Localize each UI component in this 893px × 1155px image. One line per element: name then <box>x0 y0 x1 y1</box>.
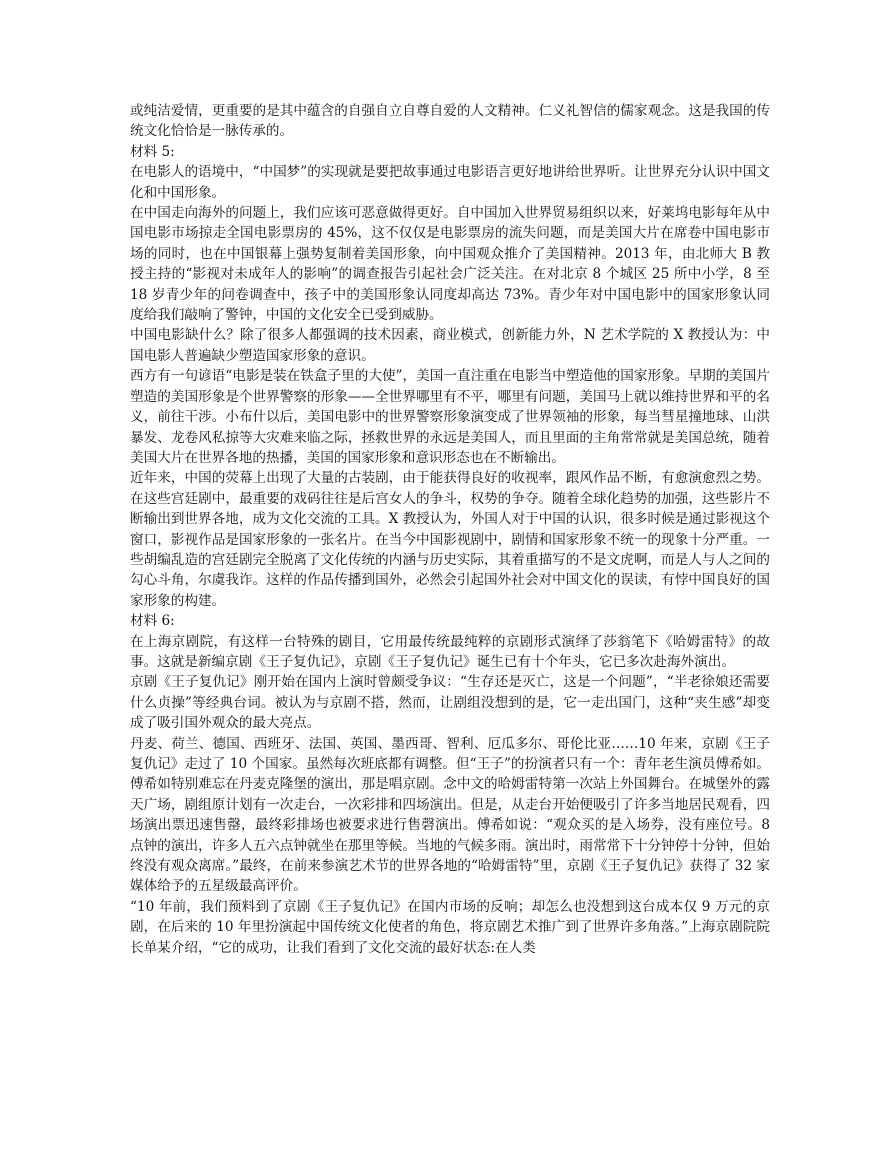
paragraph: 西方有一句谚语“电影是装在铁盒子里的大使”，美国一直注重在电影当中塑造他的国家形象。早期的美国片塑造的美国形象是个世界警察的形象——全世界哪里有不平，哪里有问题，美国马上就以维持世界和平的名义，前往干涉。小布什以后，美国电影中的世界警察形象演变成了世界领袖的形象，每当彗星撞地球、山洪暴发、龙卷风私掠等大灾难来临之际，拯救世界的永远是美国人，而且里面的主角常常就是美国总统，随着美国大片在世界各地的热播，美国的国家形象和意识形态也在不断输出。 <box>130 368 770 466</box>
paragraph: 近年来，中国的荧幕上出现了大量的古装剧，由于能获得良好的收视率，跟风作品不断，有愈演愈烈之势。在这些宫廷剧中，最重要的戏码往往是后宫女人的争斗，权势的争夺。随着全球化趋势的加强，这些影片不断输出到世界各地，成为文化交流的工具。X 教授认为，外国人对于中国的认识，很多时候是通过影视这个窗口，影视作品是国家形象的一张名片。在当今中国影视剧中，剧情和国家形象不统一的现象十分严重。一些胡编乱造的宫廷剧完全脱离了文化传统的内涵与历史实际，其着重描写的不是文虎啊，而是人与人之间的勾心斗角，尔虞我诈。这样的作品传播到国外，必然会引起国外社会对中国文化的误读，有悖中国良好的国家形象的构建。 <box>130 470 770 609</box>
paragraph: “10 年前，我们预料到了京剧《王子复仇记》在国内市场的反响；却怎么也没想到这台成本仅 9 万元的京剧，在后来的 10 年里扮演起中国传统文化使者的角色，将京剧艺术推广到了世界许多角落。”上海京剧院院长单某介绍，“它的成功，让我们看到了文化交流的最好状态:在人类 <box>130 898 770 956</box>
heading-material-5: 材料 5: <box>130 143 175 160</box>
paragraph: 中国电影缺什么？除了很多人都强调的技术因素，商业模式，创新能力外，N 艺术学院的 X 教授认为：中国电影人普遍缺少塑造国家形象的意识。 <box>130 327 770 364</box>
paragraph: 在电影人的语境中，“中国梦”的实现就是要把故事通过电影语言更好地讲给世界听。让世界充分认识中国文化和中国形象。 <box>130 164 770 201</box>
document-page <box>130 101 770 958</box>
paragraph-continuation: 或纯洁爱情，更重要的是其中蕴含的自强自立自尊自爱的人文精神。仁义礼智信的儒家观念。这是我国的传统文化恰恰是一脉传承的。 <box>130 103 770 140</box>
heading-material-6: 材料 6: <box>130 613 175 630</box>
paragraph: 京剧《王子复仇记》刚开始在国内上演时曾颇受争议：“生存还是灭亡，这是一个问题”，“半老徐娘还需要什么贞操”等经典台词。被认为与京剧不搭，然而，让剧组没想到的是，它一走出国门，这种“夹生感”却变成了吸引国外观众的最大亮点。 <box>130 674 770 732</box>
paragraph: 在上海京剧院，有这样一台特殊的剧目，它用最传统最纯粹的京剧形式演绎了莎翁笔下《哈姆雷特》的故事。这就是新编京剧《王子复仇记》，京剧《王子复仇记》诞生已有十个年头，它已多次赴海外演出。 <box>130 633 770 670</box>
paragraph: 丹麦、荷兰、德国、西班牙、法国、英国、墨西哥、智利、厄瓜多尔、哥伦比亚……10 年来，京剧《王子复仇记》走过了 10 个国家。虽然每次班底都有调整。但“王子”的扮演者只有一个：青年老生演员傅希如。傅希如特别难忘在丹麦克隆堡的演出，那是唱京剧。念中文的哈姆雷特第一次站上外国舞台。在城堡外的露天广场，剧组原计划有一次走台，一次彩排和四场演出。但是，从走台开始便吸引了许多当地居民观看，四场演出票迅速售罄，最终彩排场也被要求进行售磬演出。傅希如说：“观众买的是入场券，没有座位号。8 点钟的演出，许多人五六点钟就坐在那里等候。当地的气候多雨。演出时，雨常常下十分钟停十分钟，但始终没有观众离席。”最终，在前来参演艺术节的世界各地的“哈姆雷特”里，京剧《王子复仇记》获得了 32 家媒体给予的五星级最高评价。 <box>130 735 770 895</box>
paragraph: 在中国走向海外的问题上，我们应该可恶意做得更好。自中国加入世界贸易组织以来，好莱坞电影每年从中国电影市场掠走全国电影票房的 45%，这不仅仅是电影票房的流失问题，而是美国大片在席卷中国电影市场的同时，也在中国银幕上强势复制着美国形象，向中国观众推介了美国精神。2013 年，由北师大 B 教授主持的“影视对未成年人的影响”的调查报告引起社会广泛关注。在对北京 8 个城区 25 所中小学，8 至 18 岁青少年的问卷调查中，孩子中的美国形象认同度却高达 73%。青少年对中国电影中的国家形象认同度给我们敲响了警钟，中国的文化安全已受到威胁。 <box>130 205 770 324</box>
